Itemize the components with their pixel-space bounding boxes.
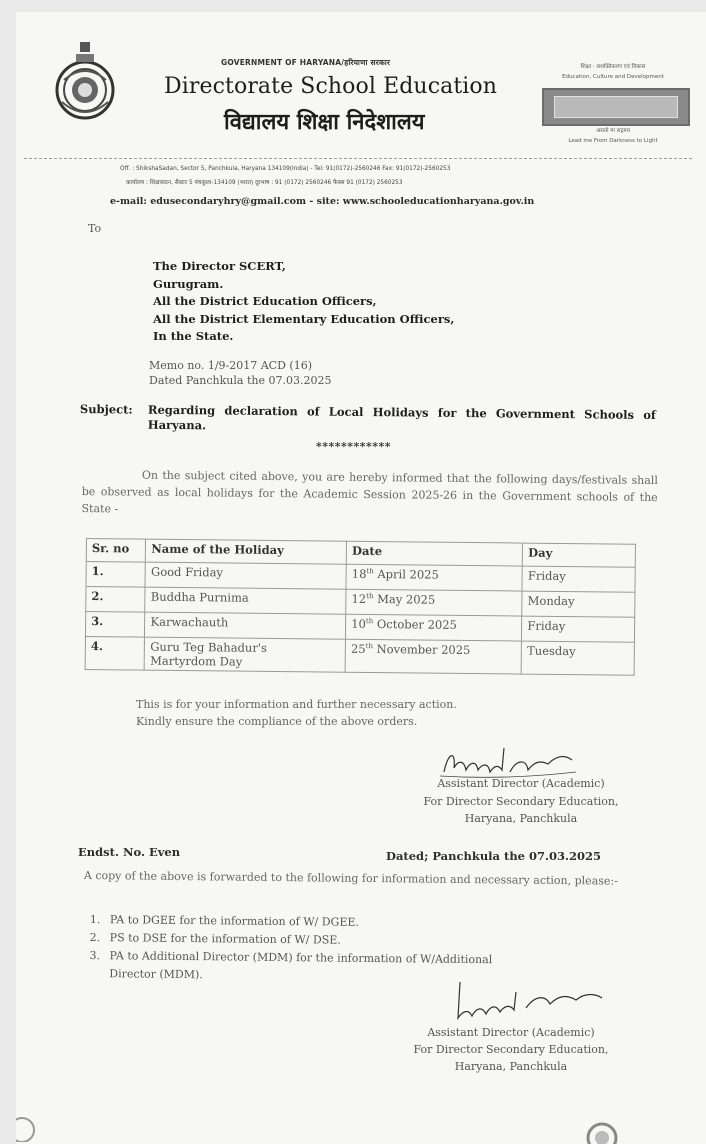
cell-day: Monday <box>522 591 635 617</box>
signatory-place: Haryana, Panchkula <box>454 1060 568 1073</box>
date-day: 25 <box>350 641 366 656</box>
column-header: Date <box>346 541 522 566</box>
list-text: PA to DGEE for the information of W/ DGEE. <box>109 913 360 929</box>
cell-holiday: Buddha Purnima <box>145 587 346 614</box>
subject-label: Subject: <box>79 402 133 417</box>
cell-sr: 3. <box>85 612 145 638</box>
memo-date: Dated Panchkula the 07.03.2025 <box>149 374 332 387</box>
government-header: GOVERNMENT OF HARYANA/हरियाणा सरकार <box>221 58 391 67</box>
directorate-title: Directorate School Education <box>164 74 498 99</box>
cell-date <box>346 589 522 616</box>
separator-stars: ************ <box>316 440 392 453</box>
to-label: To <box>88 222 102 235</box>
holiday-table <box>85 538 636 676</box>
cell-date <box>345 639 521 674</box>
date-suffix: th <box>366 592 374 601</box>
date-suffix: th <box>365 617 374 626</box>
recipient-line: In the State. <box>153 329 234 343</box>
recipient-line: All the District Elementary Education Officers, <box>153 311 455 326</box>
signatory-title: Assistant Director (Academic) <box>437 777 605 790</box>
footer-seal-icon <box>584 1118 620 1144</box>
cell-date <box>346 614 522 641</box>
endorsement-number: Endst. No. Even <box>78 845 181 859</box>
closing-line: This is for your information and further necessary action. <box>136 698 457 711</box>
memo-number: Memo no. 1/9-2017 ACD (16) <box>149 359 312 372</box>
recipients-block <box>153 258 454 346</box>
list-number: 3. <box>89 948 101 963</box>
cell-sr: 1. <box>86 562 146 588</box>
column-header: Sr. no <box>86 539 146 563</box>
cell-holiday <box>145 637 346 672</box>
motto-bottom-hindi: असतो मा सद्गमय <box>596 128 630 134</box>
footer-emblem-icon <box>16 1112 44 1142</box>
recipient-line: All the District Education Officers, <box>153 294 377 308</box>
column-header: Day <box>523 543 636 567</box>
date-day: 12 <box>351 591 367 606</box>
holiday-name-line: Guru Teg Bahadur's <box>150 639 267 655</box>
motto-top-hindi: शिक्षा : सशक्तिकरण एवं विकास <box>580 64 646 70</box>
letter-page <box>16 12 706 1144</box>
haryana-emblem-icon <box>54 40 116 124</box>
directorate-title-hindi: विद्यालय शिक्षा निदेशालय <box>224 109 425 135</box>
memo-block <box>149 358 331 388</box>
body-paragraph: On the subject cited above, you are hereby informed that the following days/festivals shall be observed as local holidays for the Academic Session 2025-26 in the Government schools of the State - <box>81 468 658 516</box>
holiday-name-line: Martyrdom Day <box>150 653 243 669</box>
address-hindi: कार्यालय : शिक्षासदन, सैक्टर 5 पंचकूला-134109 (भारत) दूरभाष : 91 (0172) 2560246 फैक्स 91 (0172) 2560253 <box>126 180 403 186</box>
subject-text: Regarding declaration of Local Holidays for the Government Schools of Haryana. <box>147 402 656 433</box>
date-suffix: th <box>366 567 374 576</box>
table-row <box>85 636 634 675</box>
recipient-line: Gurugram. <box>153 276 224 291</box>
signatory-title: Assistant Director (Academic) <box>427 1026 595 1039</box>
list-text: PA to Additional Director (MDM) for the information of W/Additional <box>109 949 493 967</box>
signature-icon <box>446 978 606 1026</box>
subject-block <box>80 402 656 438</box>
cell-holiday: Karwachauth <box>145 612 346 639</box>
cell-day: Friday <box>522 616 635 642</box>
date-day: 10 <box>351 616 366 631</box>
date-suffix: th <box>365 642 374 651</box>
motto-bottom-english: Lead me From Darkness to Light <box>568 138 658 144</box>
cell-date <box>346 564 522 591</box>
list-text: PS to DSE for the information of W/ DSE. <box>109 931 341 947</box>
signatory-place: Haryana, Panchkula <box>464 812 578 825</box>
signature-block-2 <box>386 1024 636 1075</box>
cell-sr: 2. <box>86 587 146 613</box>
signatory-for: For Director Secondary Education, <box>413 1043 609 1056</box>
list-number: 2. <box>89 930 101 945</box>
signatory-for: For Director Secondary Education, <box>423 794 619 808</box>
signature-block <box>396 775 646 828</box>
date-day: 18 <box>351 566 367 581</box>
contact-line: e-mail: edusecondaryhry@gmail.com - site: www.schooleducationharyana.gov.in <box>110 196 535 207</box>
column-header: Name of the Holiday <box>146 539 347 564</box>
recipient-line: The Director SCERT, <box>153 259 286 273</box>
closing-lines <box>136 696 457 730</box>
cell-holiday: Good Friday <box>145 562 346 589</box>
endorsement-date: Dated; Panchkula the 07.03.2025 <box>386 849 602 863</box>
header-divider <box>24 158 692 159</box>
date-rest: November 2025 <box>372 642 471 658</box>
cell-day: Tuesday <box>521 641 634 675</box>
date-rest: May 2025 <box>373 592 436 607</box>
cell-day: Friday <box>522 566 635 592</box>
date-rest: October 2025 <box>373 617 457 632</box>
cell-sr: 4. <box>85 636 145 670</box>
closing-line: Kindly ensure the compliance of the above orders. <box>136 715 418 728</box>
logo-banner <box>542 88 690 126</box>
list-number: 1. <box>89 912 101 927</box>
motto-top-english: Education, Culture and Development <box>562 74 664 80</box>
date-rest: April 2025 <box>373 567 439 582</box>
address-english: Off. : ShikshaSadan, Sector 5, Panchkula, Haryana 134109(India) - Tel: 91(0172)-2560246 Fax: 91(0172)-2560253 <box>120 166 451 172</box>
list-text-continued: Director (MDM). <box>109 967 203 982</box>
copy-forward-text: A copy of the above is forwarded to the following for information and necessary action, please:- <box>83 868 618 888</box>
